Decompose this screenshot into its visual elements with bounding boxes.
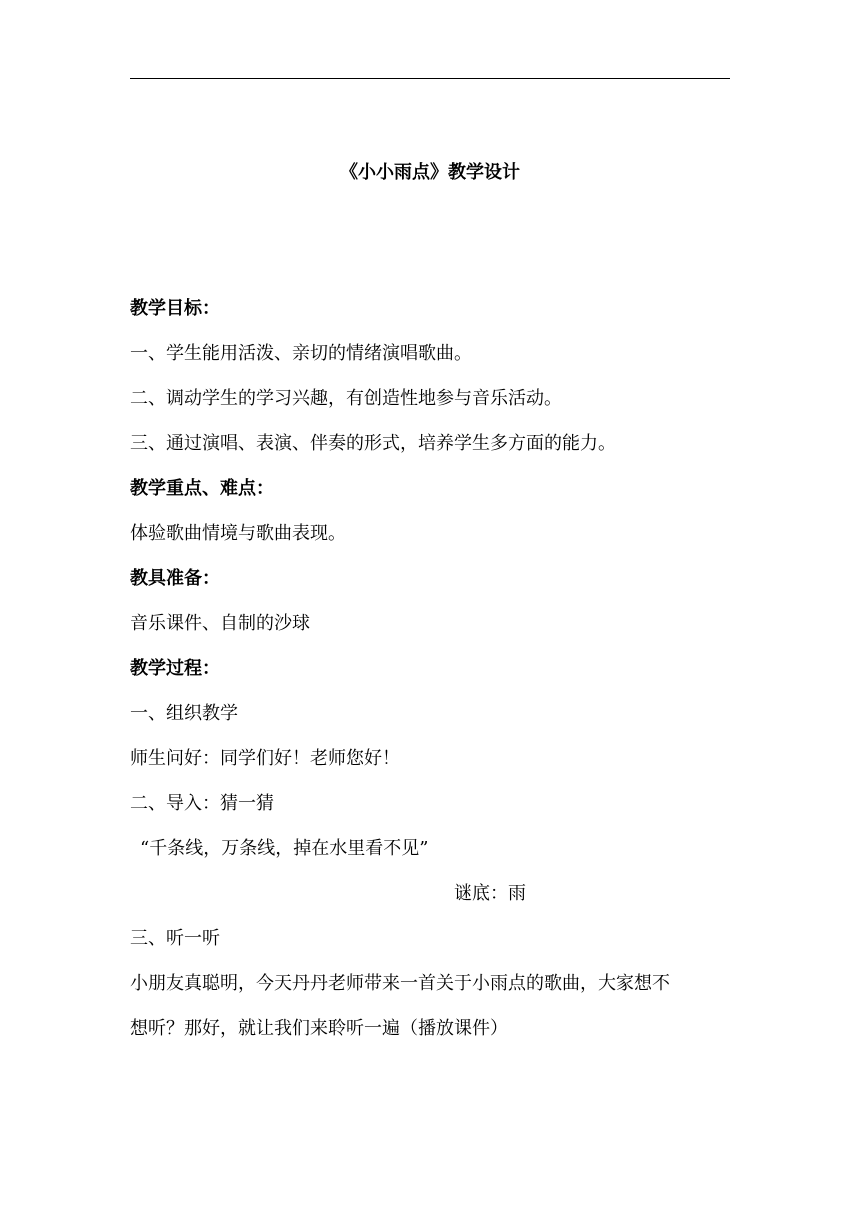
process-step3-text-line2: 想听？那好，就让我们来聆听一遍（播放课件）: [130, 1018, 508, 1039]
objective-item-3: 三、通过演唱、表演、伴奏的形式，培养学生多方面的能力。: [130, 433, 616, 454]
materials-heading: 教具准备：: [130, 568, 220, 589]
process-step3-text-line1: 小朋友真聪明，今天丹丹老师带来一首关于小雨点的歌曲，大家想不: [130, 973, 670, 994]
process-step2-title: 二、导入：猜一猜: [130, 793, 274, 814]
key-points-text: 体验歌曲情境与歌曲表现。: [130, 523, 346, 544]
process-step1-text: 师生问好：同学们好！老师您好！: [130, 748, 400, 769]
header-rule: [130, 78, 730, 79]
document-title: 《小小雨点》教学设计: [340, 162, 520, 183]
riddle-text: “千条线，万条线，掉在水里看不见”: [140, 838, 429, 859]
objective-item-1: 一、学生能用活泼、亲切的情绪演唱歌曲。: [130, 343, 472, 364]
materials-text: 音乐课件、自制的沙球: [130, 613, 310, 634]
objectives-heading: 教学目标：: [130, 298, 220, 319]
riddle-answer: 谜底：雨: [454, 883, 526, 904]
process-heading: 教学过程：: [130, 658, 220, 679]
key-points-heading: 教学重点、难点：: [130, 478, 274, 499]
process-step3-title: 三、听一听: [130, 928, 220, 949]
process-step1-title: 一、组织教学: [130, 703, 238, 724]
objective-item-2: 二、调动学生的学习兴趣，有创造性地参与音乐活动。: [130, 388, 562, 409]
